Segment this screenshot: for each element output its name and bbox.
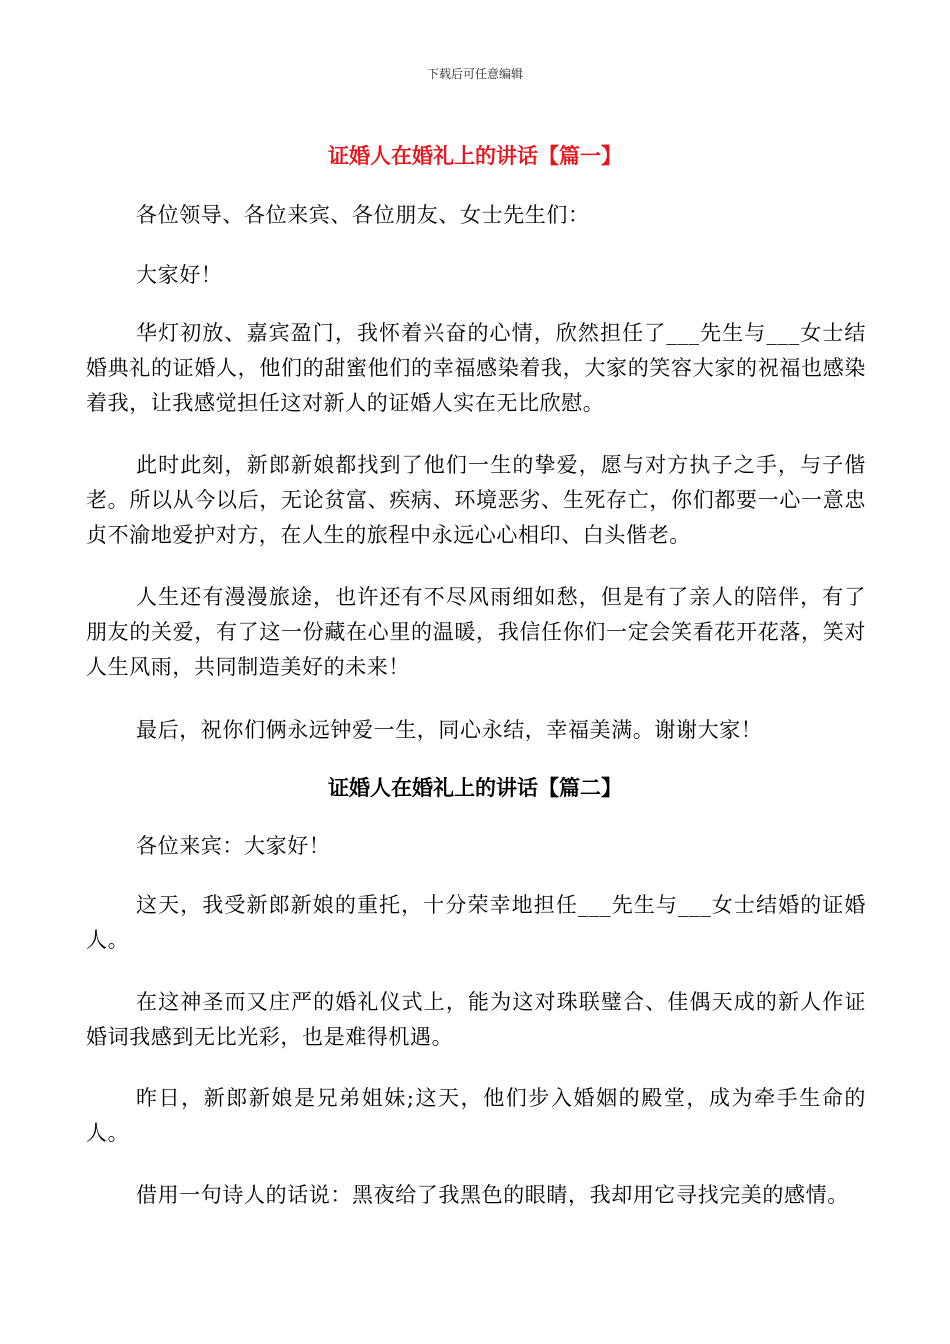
header-note: 下载后可任意编辑 [426, 67, 523, 81]
s1-paragraph-journey: 人生还有漫漫旅途，也许还有不尽风雨细如愁，但是有了亲人的陪伴，有了朋友的关爱，有了这一份藏在心里的温暖，我信任你们一定会笑看花开花落，笑对人生风雨，共同制造美好的未来！ [86, 585, 866, 679]
section-2-title: 证婚人在婚礼上的讲话【篇二】 [328, 775, 622, 800]
s2-paragraph-greeting: 各位来宾：大家好！ [136, 834, 331, 858]
s1-paragraph-vows: 此时此刻，新郎新娘都找到了他们一生的挚爱，愿与对方执子之手，与子偕老。所以从今以后，无论贫富、疾病、环境恶劣、生死存亡，你们都要一心一意忠贞不渝地爱护对方，在人生的旅程中永远心心相印、白头偕老。 [86, 453, 866, 547]
s2-paragraph-honor: 这天，我受新郎新娘的重托，十分荣幸地担任___先生与___女士结婚的证婚人。 [86, 893, 866, 952]
s2-paragraph-poem: 借用一句诗人的话说：黑夜给了我黑色的眼睛，我却用它寻找完美的感情。 [136, 1183, 849, 1207]
s1-paragraph-greeting: 大家好！ [136, 263, 223, 287]
s1-paragraph-opening: 华灯初放、嘉宾盈门，我怀着兴奋的心情，欣然担任了___先生与___女士结婚典礼的证婚人，他们的甜蜜他们的幸福感染着我，大家的笑容大家的祝福也感染着我，让我感觉担任这对新人的证婚人实在无比欣慰。 [86, 321, 866, 415]
s2-paragraph-ceremony: 在这神圣而又庄严的婚礼仪式上，能为这对珠联璧合、佳偶天成的新人作证婚词我感到无比光彩，也是难得机遇。 [86, 990, 866, 1049]
s1-paragraph-salutation: 各位领导、各位来宾、各位朋友、女士先生们： [136, 203, 590, 227]
section-1-title: 证婚人在婚礼上的讲话【篇一】 [328, 143, 622, 168]
s1-paragraph-closing: 最后，祝你们俩永远钟爱一生，同心永结，幸福美满。谢谢大家！ [136, 718, 763, 742]
s2-paragraph-yesterday: 昨日，新郎新娘是兄弟姐妹;这天，他们步入婚姻的殿堂，成为牵手生命的人。 [86, 1086, 866, 1145]
